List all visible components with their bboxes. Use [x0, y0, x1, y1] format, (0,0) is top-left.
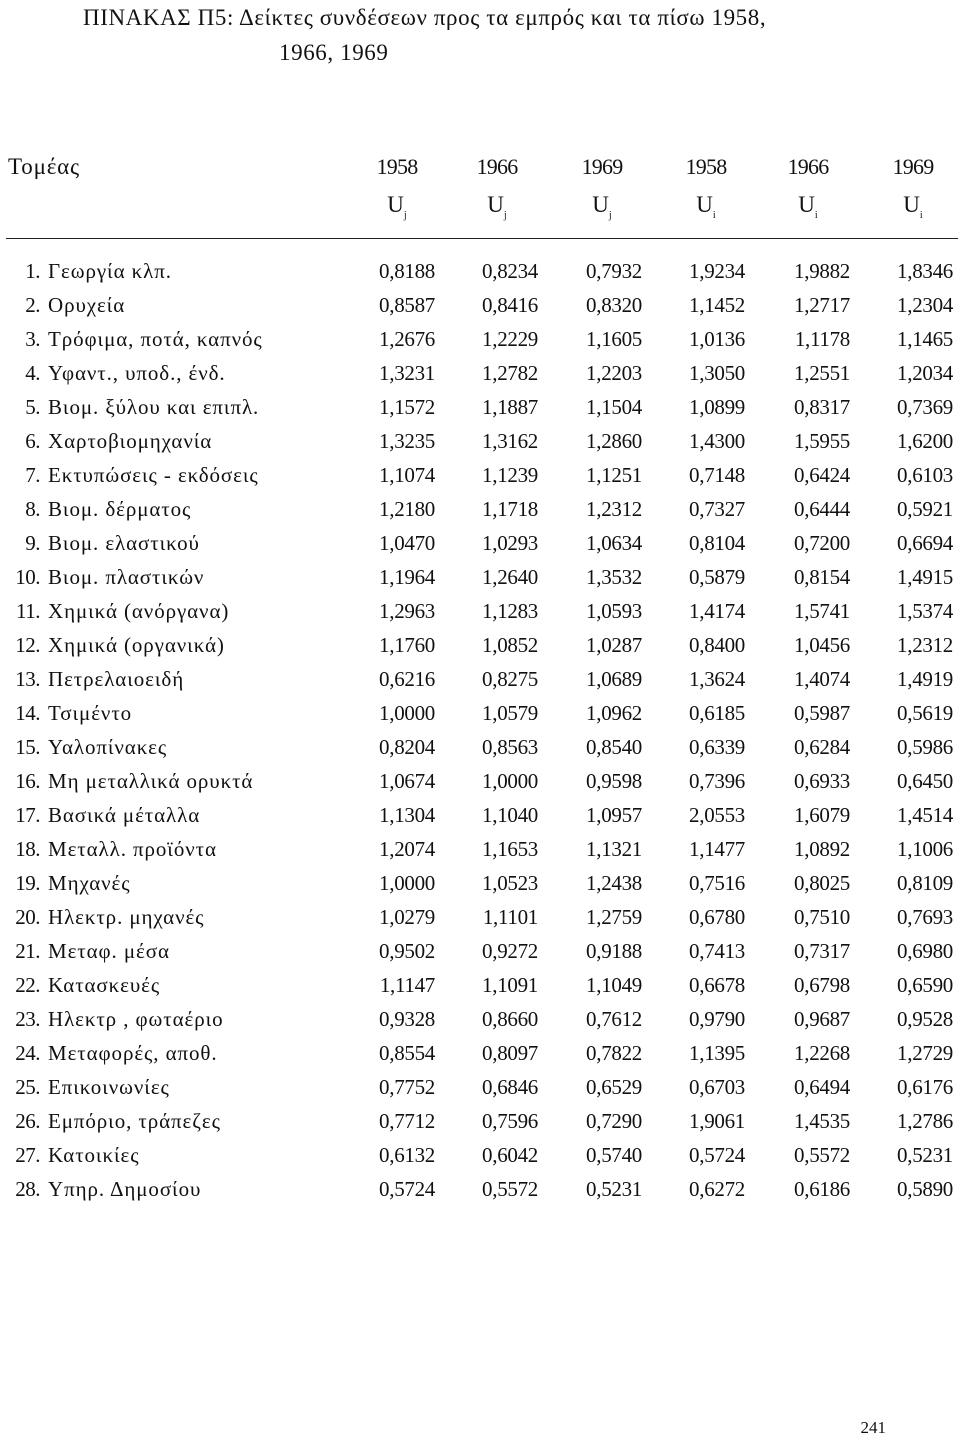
- row-number: 18.: [15, 837, 40, 861]
- value-cell: 1,0287: [586, 633, 642, 657]
- header-divider: [6, 238, 958, 239]
- value-cell: 0,6980: [897, 939, 953, 963]
- row-number: 4.: [25, 361, 40, 385]
- value-cell: 0,5890: [897, 1177, 953, 1201]
- row-number: 9.: [25, 531, 40, 555]
- value-cell: 0,7148: [689, 463, 745, 487]
- title-line-2: 1966, 1969: [279, 40, 389, 65]
- value-cell: 0,6780: [689, 905, 745, 929]
- value-cell: 0,5572: [794, 1143, 850, 1167]
- sector-name: Χαρτοβιομηχανία: [48, 429, 213, 453]
- value-cell: 1,0689: [586, 667, 642, 691]
- value-cell: 1,1452: [689, 293, 745, 317]
- table-row: [0, 1002, 960, 1036]
- value-cell: 1,0634: [586, 531, 642, 555]
- column-year: 1969: [892, 154, 934, 179]
- value-cell: 0,5987: [794, 701, 850, 725]
- value-cell: 1,1964: [379, 565, 435, 589]
- column-header-3: [552, 154, 652, 221]
- value-cell: 1,1605: [586, 327, 642, 351]
- value-cell: 0,8234: [482, 259, 538, 283]
- value-cell: 0,8416: [482, 293, 538, 317]
- value-cell: 0,9790: [689, 1007, 745, 1031]
- value-cell: 0,7612: [586, 1007, 642, 1031]
- value-cell: 1,0000: [379, 871, 435, 895]
- row-number: 16.: [15, 769, 40, 793]
- value-cell: 1,1572: [379, 395, 435, 419]
- value-cell: 0,7596: [482, 1109, 538, 1133]
- value-cell: 0,8563: [482, 735, 538, 759]
- table-row: [0, 424, 960, 458]
- value-cell: 1,1395: [689, 1041, 745, 1065]
- value-cell: 1,0593: [586, 599, 642, 623]
- value-cell: 1,1465: [897, 327, 953, 351]
- value-cell: 0,5572: [482, 1177, 538, 1201]
- value-cell: 0,6272: [689, 1177, 745, 1201]
- value-cell: 0,8025: [794, 871, 850, 895]
- row-number: 19.: [15, 871, 40, 895]
- value-cell: 1,1477: [689, 837, 745, 861]
- value-cell: 1,3532: [586, 565, 642, 589]
- row-number: 13.: [15, 667, 40, 691]
- column-variable: $U_j$: [592, 192, 612, 221]
- row-number: 28.: [15, 1177, 40, 1201]
- value-cell: 0,6103: [897, 463, 953, 487]
- sector-name: Μεταφορές, αποθ.: [48, 1041, 218, 1065]
- value-cell: 0,6933: [794, 769, 850, 793]
- value-cell: 1,0136: [689, 327, 745, 351]
- value-cell: 1,2860: [586, 429, 642, 453]
- value-cell: 0,9188: [586, 939, 642, 963]
- value-cell: 1,4174: [689, 599, 745, 623]
- value-cell: 0,6424: [794, 463, 850, 487]
- value-cell: 1,0000: [379, 701, 435, 725]
- row-number: 23.: [15, 1007, 40, 1031]
- table-row: [0, 526, 960, 560]
- value-cell: 0,8400: [689, 633, 745, 657]
- value-cell: 1,0579: [482, 701, 538, 725]
- value-cell: 1,3050: [689, 361, 745, 385]
- table-row: [0, 764, 960, 798]
- value-cell: 0,5921: [897, 497, 953, 521]
- value-cell: 0,7369: [897, 395, 953, 419]
- value-cell: 1,4074: [794, 667, 850, 691]
- value-cell: 0,5724: [689, 1143, 745, 1167]
- value-cell: 1,4300: [689, 429, 745, 453]
- value-cell: 1,1147: [379, 973, 435, 997]
- value-cell: 0,7932: [586, 259, 642, 283]
- value-cell: 0,7413: [689, 939, 745, 963]
- value-cell: 0,6678: [689, 973, 745, 997]
- value-cell: 0,7693: [897, 905, 953, 929]
- value-cell: 1,2963: [379, 599, 435, 623]
- value-cell: 0,6450: [897, 769, 953, 793]
- value-cell: 1,1653: [482, 837, 538, 861]
- value-cell: 0,9598: [586, 769, 642, 793]
- value-cell: 0,6846: [482, 1075, 538, 1099]
- sector-name: Μηχανές: [48, 871, 131, 895]
- row-number: 3.: [25, 327, 40, 351]
- value-cell: 0,6185: [689, 701, 745, 725]
- value-cell: 0,6590: [897, 973, 953, 997]
- row-number: 20.: [15, 905, 40, 929]
- table-row: [0, 1070, 960, 1104]
- row-number: 26.: [15, 1109, 40, 1133]
- table-row: [0, 288, 960, 322]
- sector-name: Βιομ. πλαστικών: [48, 565, 205, 589]
- sector-name: Μεταλλ. προϊόντα: [48, 837, 217, 861]
- value-cell: 0,6694: [897, 531, 953, 555]
- value-cell: 0,8275: [482, 667, 538, 691]
- value-cell: 0,8554: [379, 1041, 435, 1065]
- value-cell: 0,8540: [586, 735, 642, 759]
- page-number: 241: [860, 1418, 886, 1437]
- column-header-5: [758, 154, 858, 221]
- value-cell: 1,2268: [794, 1041, 850, 1065]
- value-cell: 1,1251: [586, 463, 642, 487]
- column-year: 1966: [787, 154, 829, 179]
- value-cell: 1,4514: [897, 803, 953, 827]
- sector-name: Μη μεταλλικά ορυκτά: [48, 769, 254, 793]
- table-row: [0, 356, 960, 390]
- table-row: [0, 696, 960, 730]
- title-line-1: ΠΙΝΑΚΑΣ Π5: Δείκτες συνδέσεων προς τα εμπρός και τα πίσω 1958,: [83, 5, 767, 30]
- value-cell: 0,7510: [794, 905, 850, 929]
- value-cell: 0,6494: [794, 1075, 850, 1099]
- sector-name: Βιομ. ξύλου και επιπλ.: [48, 395, 260, 419]
- value-cell: 1,0000: [482, 769, 538, 793]
- value-cell: 1,1304: [379, 803, 435, 827]
- row-number: 15.: [15, 735, 40, 759]
- sector-name: Βασικά μέταλλα: [48, 803, 201, 827]
- row-number: 12.: [15, 633, 40, 657]
- sector-name: Ορυχεία: [48, 293, 126, 317]
- column-variable: $U_j$: [487, 192, 507, 221]
- column-header-6: [863, 154, 960, 221]
- column-variable: $U_j$: [387, 192, 407, 221]
- value-cell: 0,8097: [482, 1041, 538, 1065]
- value-cell: 0,5740: [586, 1143, 642, 1167]
- value-cell: 1,0962: [586, 701, 642, 725]
- value-cell: 1,2312: [586, 497, 642, 521]
- value-cell: 0,8317: [794, 395, 850, 419]
- value-cell: 1,1040: [482, 803, 538, 827]
- value-cell: 1,2782: [482, 361, 538, 385]
- value-cell: 0,7712: [379, 1109, 435, 1133]
- value-cell: 0,7317: [794, 939, 850, 963]
- row-number: 7.: [25, 463, 40, 487]
- table-row: [0, 390, 960, 424]
- value-cell: 1,1718: [482, 497, 538, 521]
- row-number: 17.: [15, 803, 40, 827]
- table-row: [0, 1172, 960, 1206]
- row-number: 2.: [25, 293, 40, 317]
- row-number: 14.: [15, 701, 40, 725]
- sector-name: Χημικά (ανόργανα): [48, 599, 230, 623]
- value-cell: 1,4919: [897, 667, 953, 691]
- sector-name: Ηλεκτρ. μηχανές: [48, 905, 205, 929]
- value-cell: 1,3624: [689, 667, 745, 691]
- row-number: 10.: [15, 565, 40, 589]
- value-cell: 1,1101: [482, 905, 538, 929]
- sector-name: Κατασκευές: [48, 973, 161, 997]
- sector-name: Κατοικίες: [48, 1143, 140, 1167]
- table-row: [0, 900, 960, 934]
- value-cell: 1,3231: [379, 361, 435, 385]
- value-cell: 1,0892: [794, 837, 850, 861]
- value-cell: 0,7290: [586, 1109, 642, 1133]
- table-row: [0, 1104, 960, 1138]
- value-cell: 0,6798: [794, 973, 850, 997]
- table-row: [0, 322, 960, 356]
- value-cell: 1,2229: [482, 327, 538, 351]
- sector-name: Ηλεκτρ , φωταέριο: [48, 1007, 224, 1031]
- sector-name: Εμπόριο, τράπεζες: [48, 1109, 221, 1133]
- value-cell: 1,0293: [482, 531, 538, 555]
- sector-name: Υφαντ., υποδ., ένδ.: [48, 361, 226, 385]
- value-cell: 1,4535: [794, 1109, 850, 1133]
- sector-name: Μεταφ. μέσα: [48, 939, 170, 963]
- sector-name: Τρόφιμα, ποτά, καπνός: [48, 327, 263, 351]
- sector-name: Πετρελαιοειδή: [48, 667, 185, 691]
- value-cell: 1,0279: [379, 905, 435, 929]
- value-cell: 0,6703: [689, 1075, 745, 1099]
- sector-name: Υαλοπίνακες: [48, 735, 168, 759]
- value-cell: 0,6042: [482, 1143, 538, 1167]
- sector-name: Βιομ. ελαστικού: [48, 531, 200, 555]
- column-year: 1958: [685, 154, 727, 179]
- table-row: [0, 934, 960, 968]
- value-cell: 1,2640: [482, 565, 538, 589]
- value-cell: 1,0674: [379, 769, 435, 793]
- value-cell: 0,7396: [689, 769, 745, 793]
- value-cell: 1,1887: [482, 395, 538, 419]
- value-cell: 1,9234: [689, 259, 745, 283]
- value-cell: 0,5879: [689, 565, 745, 589]
- value-cell: 1,2729: [897, 1041, 953, 1065]
- value-cell: 0,6186: [794, 1177, 850, 1201]
- value-cell: 1,9882: [794, 259, 850, 283]
- value-cell: 1,8346: [897, 259, 953, 283]
- table-row: [0, 492, 960, 526]
- table-row: [0, 1036, 960, 1070]
- row-number: 11.: [16, 599, 40, 623]
- value-cell: 1,1006: [897, 837, 953, 861]
- value-cell: 0,5986: [897, 735, 953, 759]
- value-cell: 1,1091: [482, 973, 538, 997]
- sector-name: Εκτυπώσεις - εκδόσεις: [48, 463, 259, 487]
- table-row: [0, 1138, 960, 1172]
- value-cell: 1,2304: [897, 293, 953, 317]
- sector-column-header: Τομέας: [8, 154, 80, 179]
- value-cell: 1,2180: [379, 497, 435, 521]
- value-cell: 0,8204: [379, 735, 435, 759]
- value-cell: 1,1074: [379, 463, 435, 487]
- value-cell: 0,6444: [794, 497, 850, 521]
- value-cell: 0,8587: [379, 293, 435, 317]
- value-cell: 0,8320: [586, 293, 642, 317]
- value-cell: 1,0957: [586, 803, 642, 827]
- value-cell: 1,3235: [379, 429, 435, 453]
- value-cell: 1,0523: [482, 871, 538, 895]
- value-cell: 2,0553: [689, 803, 745, 827]
- value-cell: 1,9061: [689, 1109, 745, 1133]
- table-row: [0, 662, 960, 696]
- sector-name: Χημικά (οργανικά): [48, 633, 225, 657]
- value-cell: 1,2717: [794, 293, 850, 317]
- column-year: 1966: [476, 154, 518, 179]
- value-cell: 1,0852: [482, 633, 538, 657]
- value-cell: 1,6079: [794, 803, 850, 827]
- value-cell: 1,6200: [897, 429, 953, 453]
- value-cell: 1,2203: [586, 361, 642, 385]
- column-year: 1958: [376, 154, 418, 179]
- value-cell: 1,2759: [586, 905, 642, 929]
- row-number: 22.: [15, 973, 40, 997]
- column-variable: $U_i$: [696, 192, 716, 221]
- value-cell: 0,5231: [586, 1177, 642, 1201]
- value-cell: 1,1049: [586, 973, 642, 997]
- column-year: 1969: [581, 154, 623, 179]
- value-cell: 0,6284: [794, 735, 850, 759]
- row-number: 27.: [15, 1143, 40, 1167]
- table-row: [0, 798, 960, 832]
- value-cell: 0,9687: [794, 1007, 850, 1031]
- table-row: [0, 866, 960, 900]
- value-cell: 0,5619: [897, 701, 953, 725]
- value-cell: 0,9272: [482, 939, 538, 963]
- value-cell: 0,9328: [379, 1007, 435, 1031]
- document-title: [83, 0, 943, 70]
- row-number: 5.: [25, 395, 40, 419]
- value-cell: 0,8109: [897, 871, 953, 895]
- column-variable: $U_i$: [798, 192, 818, 221]
- sector-name: Τσιμέντο: [48, 701, 133, 725]
- value-cell: 0,7200: [794, 531, 850, 555]
- column-header-4: [656, 154, 756, 221]
- value-cell: 1,2551: [794, 361, 850, 385]
- table-row: [0, 832, 960, 866]
- value-cell: 1,1239: [482, 463, 538, 487]
- row-number: 25.: [15, 1075, 40, 1099]
- value-cell: 1,2438: [586, 871, 642, 895]
- column-header-1: [347, 154, 447, 221]
- table-row: [0, 560, 960, 594]
- sector-name: Υπηρ. Δημοσίου: [48, 1177, 202, 1201]
- value-cell: 1,1283: [482, 599, 538, 623]
- value-cell: 1,1760: [379, 633, 435, 657]
- table-row: [0, 254, 960, 288]
- value-cell: 1,4915: [897, 565, 953, 589]
- sector-name: Γεωργία κλπ.: [48, 259, 172, 283]
- sector-name: Βιομ. δέρματος: [48, 497, 192, 521]
- row-number: 24.: [15, 1041, 40, 1065]
- value-cell: 1,2312: [897, 633, 953, 657]
- value-cell: 1,5374: [897, 599, 953, 623]
- value-cell: 1,0470: [379, 531, 435, 555]
- value-cell: 1,0899: [689, 395, 745, 419]
- value-cell: 0,8154: [794, 565, 850, 589]
- value-cell: 0,6132: [379, 1143, 435, 1167]
- value-cell: 1,5955: [794, 429, 850, 453]
- table-row: [0, 628, 960, 662]
- value-cell: 0,9502: [379, 939, 435, 963]
- column-variable: $U_i$: [903, 192, 923, 221]
- value-cell: 1,5741: [794, 599, 850, 623]
- table-header: [0, 150, 960, 240]
- value-cell: 0,8104: [689, 531, 745, 555]
- table-row: [0, 730, 960, 764]
- table-row: [0, 594, 960, 628]
- value-cell: 0,6339: [689, 735, 745, 759]
- value-cell: 0,7516: [689, 871, 745, 895]
- row-number: 1.: [25, 259, 40, 283]
- value-cell: 0,8660: [482, 1007, 538, 1031]
- value-cell: 0,6529: [586, 1075, 642, 1099]
- row-number: 21.: [15, 939, 40, 963]
- value-cell: 1,2786: [897, 1109, 953, 1133]
- value-cell: 0,5231: [897, 1143, 953, 1167]
- value-cell: 1,2034: [897, 361, 953, 385]
- value-cell: 1,1178: [794, 327, 850, 351]
- value-cell: 0,8188: [379, 259, 435, 283]
- column-header-2: [447, 154, 547, 221]
- value-cell: 0,7752: [379, 1075, 435, 1099]
- value-cell: 1,2676: [379, 327, 435, 351]
- value-cell: 1,3162: [482, 429, 538, 453]
- row-number: 6.: [25, 429, 40, 453]
- table-row: [0, 458, 960, 492]
- value-cell: 0,9528: [897, 1007, 953, 1031]
- value-cell: 1,1321: [586, 837, 642, 861]
- table-body: [0, 254, 960, 1206]
- row-number: 8.: [25, 497, 40, 521]
- value-cell: 0,7822: [586, 1041, 642, 1065]
- value-cell: 1,0456: [794, 633, 850, 657]
- sector-name: Επικοινωνίες: [48, 1075, 170, 1099]
- value-cell: 0,6216: [379, 667, 435, 691]
- value-cell: 0,5724: [379, 1177, 435, 1201]
- value-cell: 0,7327: [689, 497, 745, 521]
- value-cell: 1,1504: [586, 395, 642, 419]
- table-row: [0, 968, 960, 1002]
- value-cell: 0,6176: [897, 1075, 953, 1099]
- value-cell: 1,2074: [379, 837, 435, 861]
